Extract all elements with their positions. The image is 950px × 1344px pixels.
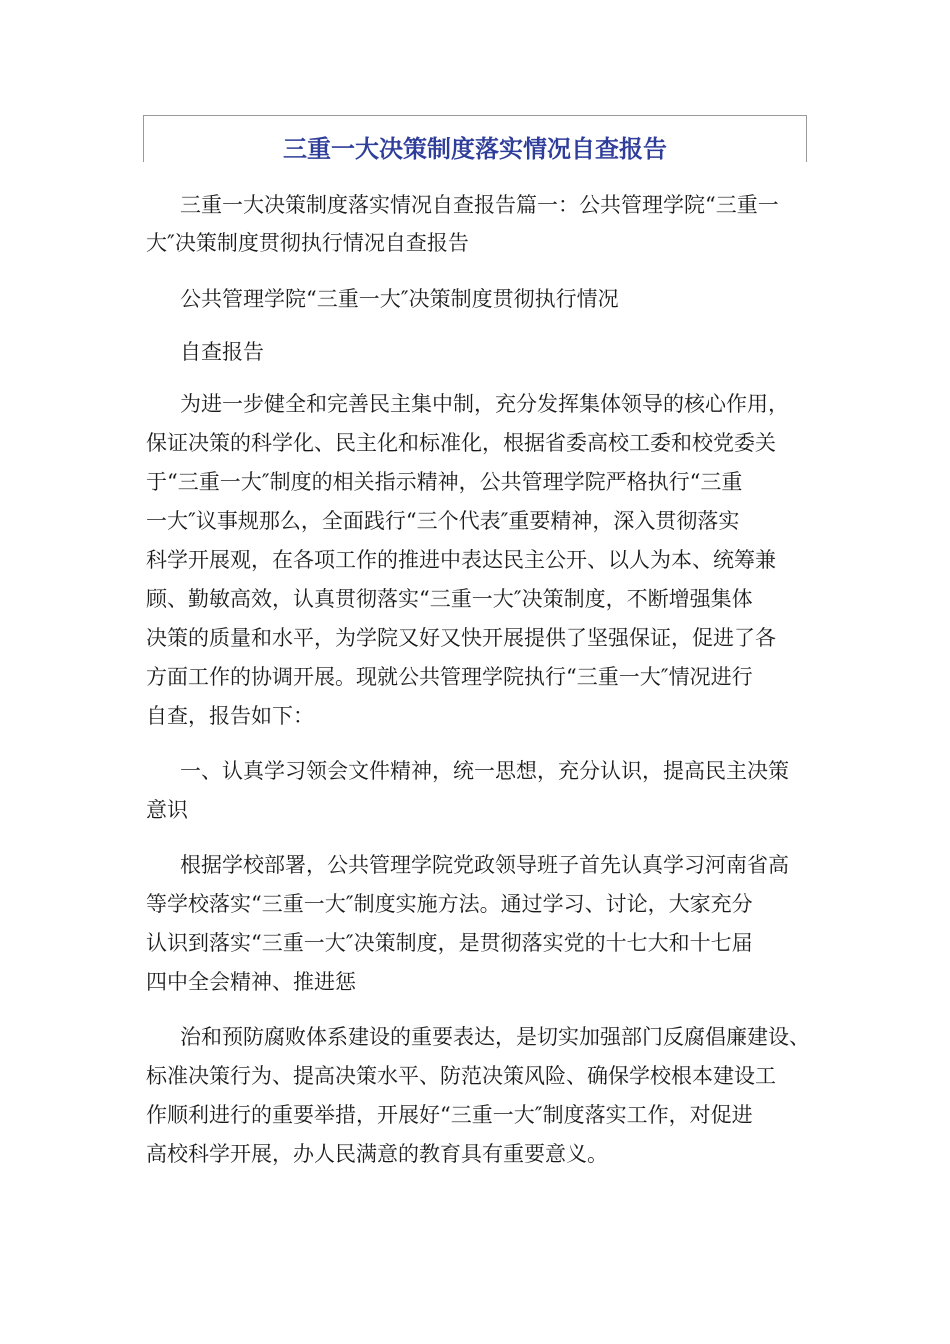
text-line: 自查，报告如下：	[146, 704, 314, 728]
document-title: 三重一大决策制度落实情况自查报告	[283, 135, 667, 163]
text-line: 一大″议事规那么，全面践行“三个代表″重要精神，深入贯彻落实	[146, 509, 740, 533]
text-line: 等学校落实“三重一大″制度实施方法。通过学习、讨论，大家充分	[146, 892, 753, 916]
text-line: 四中全会精神、推进惩	[146, 970, 356, 994]
text-line: 意识	[146, 798, 188, 822]
text-line: 于“三重一大″制度的相关指示精神，公共管理学院严格执行“三重	[146, 470, 743, 494]
text-line: 顾、勤敏高效，认真贯彻落实“三重一大″决策制度，不断增强集体	[146, 587, 753, 611]
text-line: 标准决策行为、提高决策水平、防范决策风险、确保学校根本建设工	[146, 1064, 776, 1088]
text-line: 为进一步健全和完善民主集中制，充分发挥集体领导的核心作用，	[180, 392, 789, 416]
text-line: 大″决策制度贯彻执行情况自查报告	[146, 231, 469, 255]
text-line: 作顺利进行的重要举措，开展好“三重一大″制度落实工作，对促进	[146, 1103, 753, 1127]
text-line: 治和预防腐败体系建设的重要表达，是切实加强部门反腐倡廉建设、	[180, 1025, 810, 1049]
text-line: 自查报告	[180, 340, 264, 364]
text-line: 公共管理学院“三重一大″决策制度贯彻执行情况	[180, 287, 619, 311]
text-line: 一、认真学习领会文件精神，统一思想，充分认识，提高民主决策	[180, 759, 789, 783]
text-line: 三重一大决策制度落实情况自查报告篇一：公共管理学院“三重一	[180, 193, 779, 217]
text-line: 根据学校部署，公共管理学院党政领导班子首先认真学习河南省高	[180, 853, 789, 877]
text-line: 保证决策的科学化、民主化和标准化，根据省委高校工委和校党委关	[146, 431, 776, 455]
text-line: 决策的质量和水平，为学院又好又快开展提供了坚强保证，促进了各	[146, 626, 776, 650]
text-line: 方面工作的协调开展。现就公共管理学院执行“三重一大″情况进行	[146, 665, 753, 689]
text-line: 认识到落实“三重一大″决策制度，是贯彻落实党的十七大和十七届	[146, 931, 753, 955]
text-line: 科学开展观，在各项工作的推进中表达民主公开、以人为本、统筹兼	[146, 548, 776, 572]
text-line: 高校科学开展，办人民满意的教育具有重要意义。	[146, 1142, 608, 1166]
